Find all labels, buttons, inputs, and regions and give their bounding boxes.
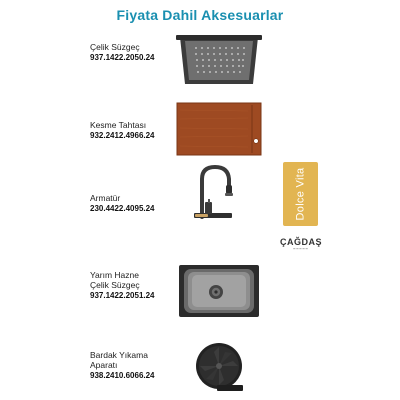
accessory-name: Aparatı bbox=[90, 360, 118, 370]
series-tab bbox=[283, 162, 318, 226]
accessory-label bbox=[90, 42, 180, 63]
series-tab-label: Dolce Vita bbox=[294, 167, 307, 221]
accessory-code: 937.1422.2051.24 bbox=[90, 291, 155, 300]
accessory-label bbox=[90, 350, 180, 381]
accessory-code: 938.2410.6066.24 bbox=[90, 371, 155, 380]
kitchen-faucet-icon bbox=[185, 163, 253, 223]
accessory-name: Armatür bbox=[90, 193, 121, 203]
page-title: Fiyata Dahil Aksesuarlar bbox=[116, 7, 284, 23]
accessory-name: Kesme Tahtası bbox=[90, 120, 147, 130]
accessory-code: 937.1422.2050.24 bbox=[90, 53, 155, 62]
accessory-name: Yarım Hazne bbox=[90, 270, 139, 280]
half-basin-strainer-icon bbox=[178, 264, 260, 318]
brand-logo: ÇAĞDAŞ bbox=[279, 237, 322, 247]
cutting-board-icon bbox=[176, 102, 262, 156]
accessory-label bbox=[90, 120, 180, 141]
accessory-code: 932.2412.4966.24 bbox=[90, 131, 155, 140]
steel-colander-icon bbox=[176, 34, 262, 88]
accessory-code: 230.4422.4095.24 bbox=[90, 204, 155, 213]
accessory-label bbox=[90, 193, 180, 214]
accessory-name: Çelik Süzgeç bbox=[90, 280, 140, 290]
accessory-name: Çelik Süzgeç bbox=[90, 42, 140, 52]
accessory-name: Bardak Yıkama bbox=[90, 350, 148, 360]
accessory-label bbox=[90, 270, 180, 301]
brand-logo-underline: ━━━━━ bbox=[293, 247, 309, 251]
glass-rinser-icon bbox=[193, 340, 245, 392]
